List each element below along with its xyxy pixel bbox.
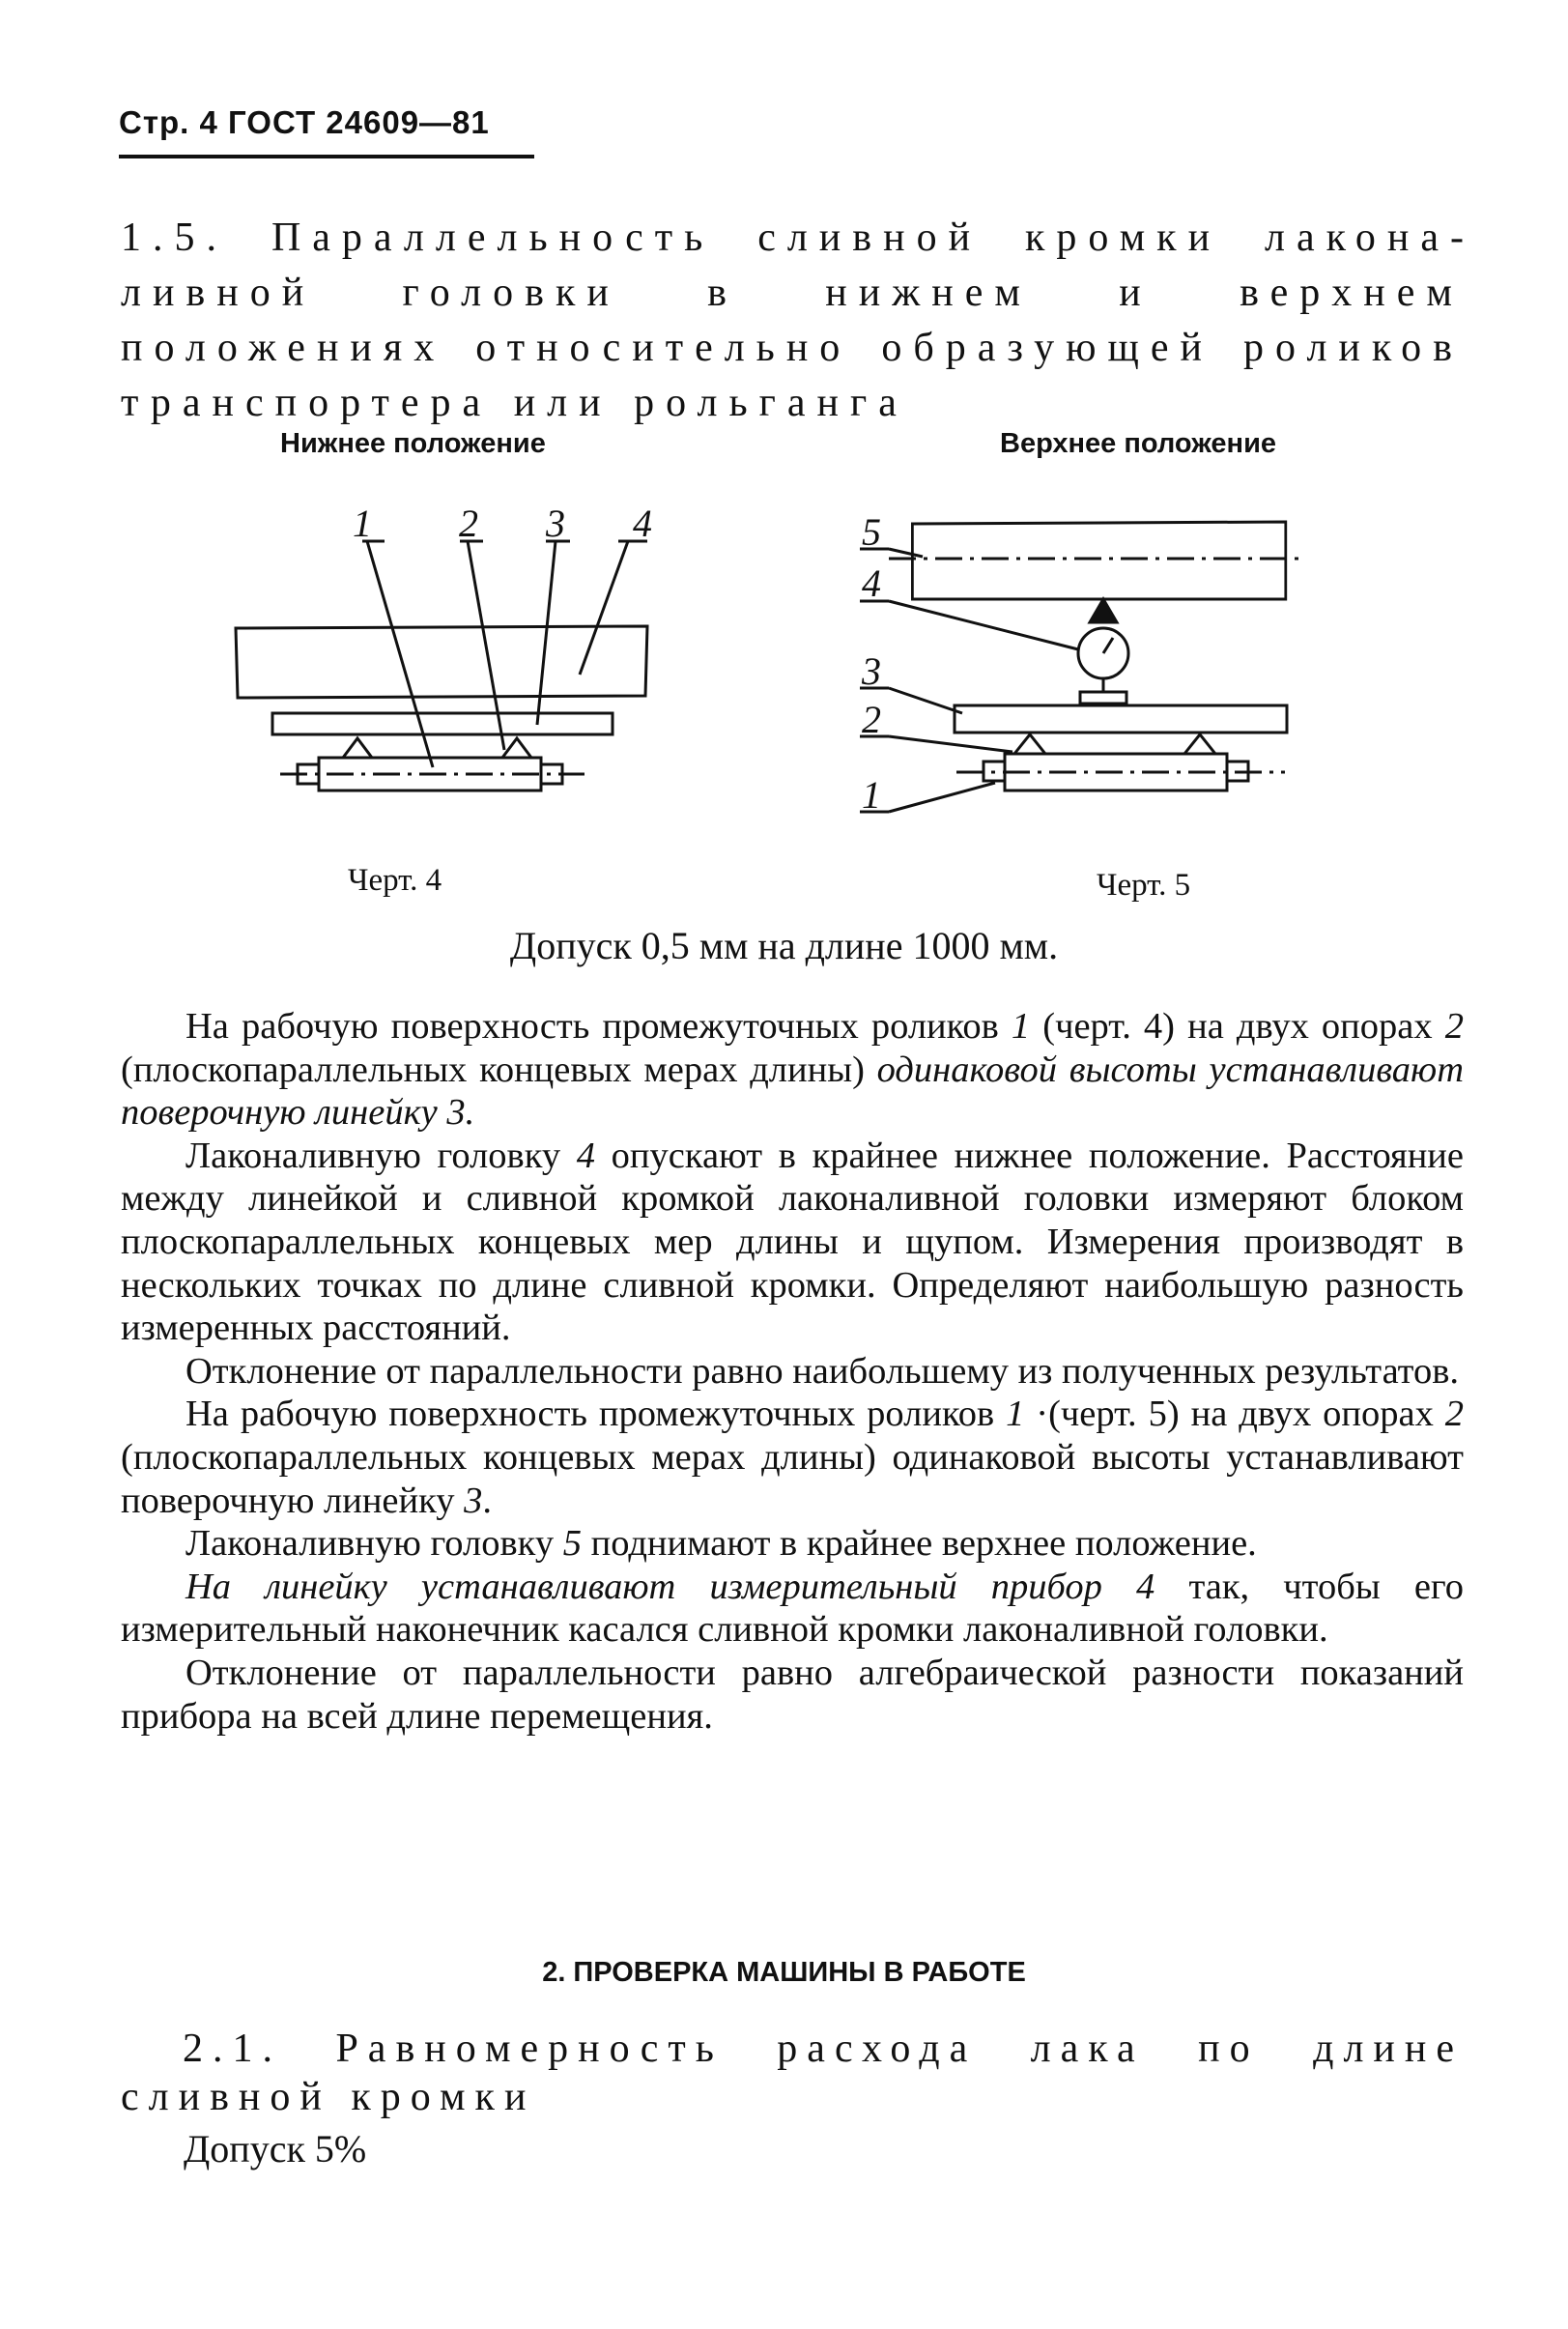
paragraph-1: На рабочую поверхность промежуточных роликов 1 (черт. 4) на двух опорах 2 (плоскопараллельных концевых мерах длины) одинаковой высоты устанавливают поверочную линейку 3. bbox=[121, 1006, 1464, 1134]
fig5-support-right bbox=[1184, 734, 1215, 754]
figure4-caption: Нижнее положение bbox=[280, 428, 546, 459]
header-rule bbox=[119, 155, 534, 158]
figure5-caption: Верхнее положение bbox=[1000, 428, 1277, 459]
paragraph-2: Лаконаливную головку 4 опускают в крайнее нижнее положение. Расстояние между линейкой и сливной кромкой лаконаливной головки измеряют блоком плоскопараллельных концевых мер длины и щупом. Измерения производят в нескольких точках по длине сливной кромки. Определяют наибольшую разность измеренных расстояний. bbox=[121, 1135, 1464, 1349]
body-text bbox=[121, 1005, 1464, 1738]
fig4-support-left bbox=[343, 738, 372, 758]
fig4-callout-3: 3 bbox=[546, 502, 565, 545]
fig4-callout-1: 1 bbox=[353, 502, 372, 545]
figure4-label: Черт. 4 bbox=[348, 863, 442, 898]
fig5-callout-5: 5 bbox=[862, 510, 881, 554]
page-header: Стр. 4 ГОСТ 24609—81 bbox=[119, 104, 490, 140]
fig5-ruler bbox=[955, 705, 1287, 733]
figure5-diagram bbox=[850, 503, 1314, 821]
section-1-5-title: 1.5. Параллельность сливной кромки лаконаливной головки в нижнем и верхнем положениях относительно образующей роликов транспортера или рольганга bbox=[121, 216, 1464, 425]
fig5-callout-4: 4 bbox=[862, 561, 881, 605]
paragraph-4: На рабочую поверхность промежуточных роликов 1 ·(черт. 5) на двух опорах 2 (плоскопараллельных концевых мерах длины) одинаковой высоты устанавливают поверочную линейку 3. bbox=[121, 1394, 1464, 1521]
paragraph-6: На линейку устанавливают измерительный прибор 4 так, чтобы его измерительный наконечник касался сливной кромки лаконаливной головки. bbox=[121, 1566, 1464, 1651]
tolerance-1: Допуск 0,5 мм на длине 1000 мм. bbox=[509, 924, 1059, 967]
fig4-ruler bbox=[272, 713, 613, 734]
fig5-indicator-tip bbox=[1090, 599, 1117, 622]
fig5-callout-3: 3 bbox=[862, 649, 881, 693]
fig4-callout-4: 4 bbox=[633, 502, 652, 545]
section-2-title: 2. ПРОВЕРКА МАШИНЫ В РАБОТЕ bbox=[542, 1957, 1026, 1988]
paragraph-5: Лаконаливную головку 5 поднимают в крайнее верхнее положение. bbox=[185, 1523, 1257, 1565]
figure4-diagram bbox=[222, 502, 676, 821]
fig4-support-right bbox=[502, 738, 531, 758]
section-2-1-title: 2.1. Равномерность расхода лака по длине сливной кромки bbox=[121, 2027, 1464, 2119]
fig5-callout-1: 1 bbox=[862, 773, 881, 817]
tolerance-2: Допуск 5% bbox=[184, 2127, 367, 2171]
paragraph-3: Отклонение от параллельности равно наибольшему из полученных результатов. bbox=[185, 1350, 1460, 1392]
fig4-callout-2: 2 bbox=[459, 502, 478, 545]
paragraph-7: Отклонение от параллельности равно алгебраической разности показаний прибора на всей длине перемещения. bbox=[121, 1652, 1464, 1737]
fig5-indicator-base bbox=[1080, 692, 1126, 704]
fig5-callout-2: 2 bbox=[862, 698, 881, 741]
figure5-label: Черт. 5 bbox=[1097, 868, 1191, 903]
fig5-head bbox=[912, 522, 1285, 599]
fig5-support-left bbox=[1014, 734, 1045, 754]
